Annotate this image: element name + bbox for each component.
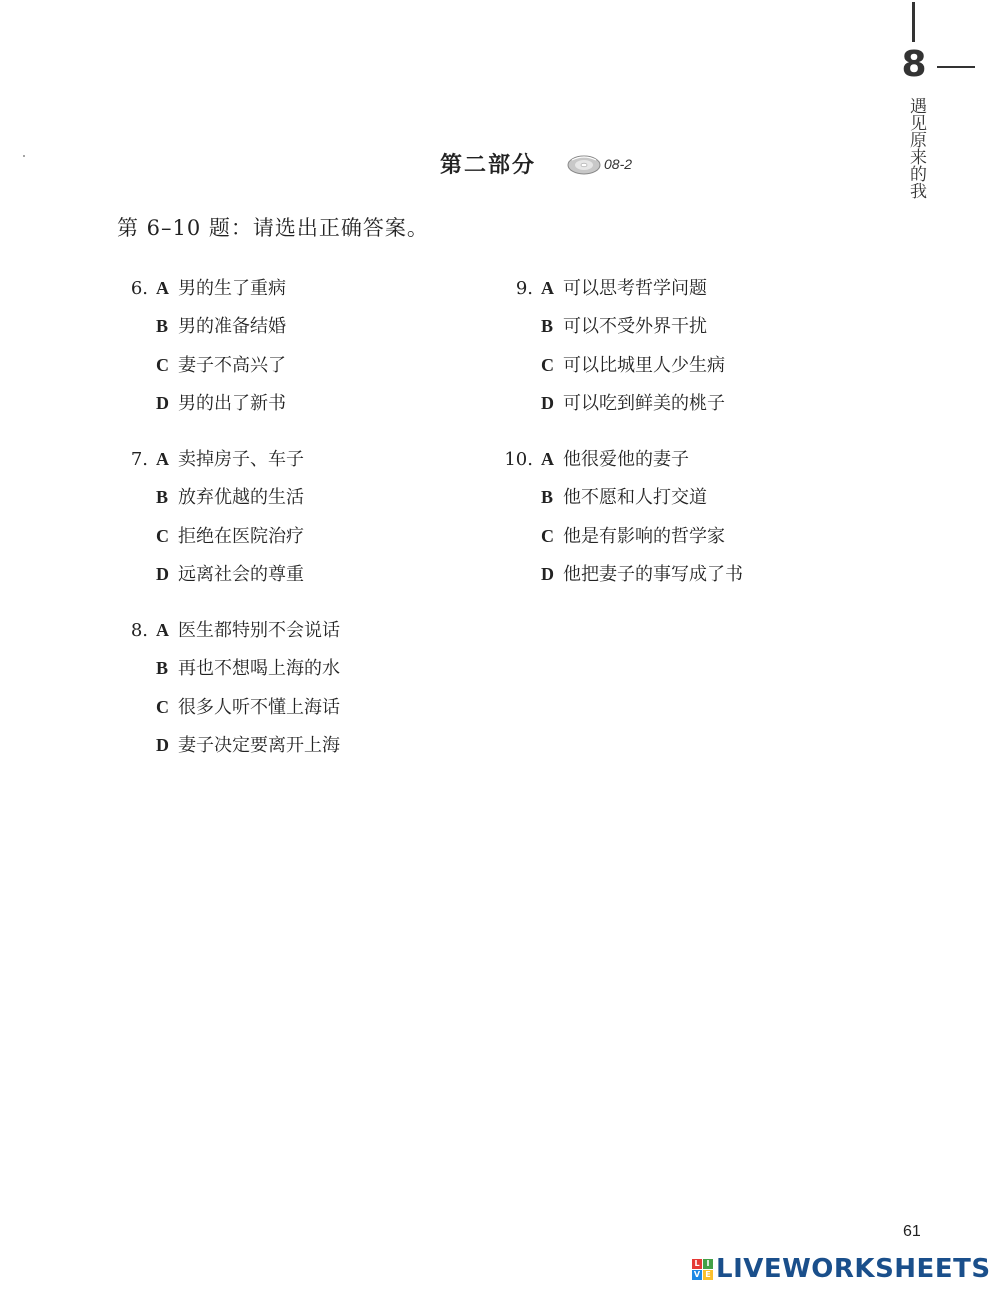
option-text: 可以吃到鲜美的桃子 bbox=[563, 392, 725, 414]
option-letter: A bbox=[541, 278, 554, 298]
liveworksheets-brand[interactable] bbox=[692, 1254, 991, 1284]
section-header bbox=[440, 148, 632, 179]
option-letter: B bbox=[156, 316, 169, 337]
question-number: 6. bbox=[130, 278, 148, 299]
option-text: 男的出了新书 bbox=[178, 392, 286, 414]
option-row[interactable] bbox=[106, 483, 304, 521]
option-row[interactable] bbox=[106, 522, 304, 560]
option-letter: C bbox=[156, 696, 169, 717]
option-letter: B bbox=[156, 487, 169, 508]
audio-cd-icon bbox=[566, 152, 602, 176]
option-text: 妻子不高兴了 bbox=[178, 354, 286, 376]
option-letter: C bbox=[156, 525, 169, 546]
chapter-number: 8 bbox=[901, 44, 927, 85]
option-text: 男的准备结婚 bbox=[178, 316, 286, 338]
option-row[interactable] bbox=[106, 445, 304, 483]
option-letter: B bbox=[541, 487, 554, 508]
option-letter: D bbox=[156, 563, 169, 584]
option-text: 可以不受外界干扰 bbox=[563, 316, 707, 338]
option-row[interactable] bbox=[106, 389, 286, 427]
question-7 bbox=[106, 445, 304, 598]
option-letter: B bbox=[541, 316, 554, 337]
option-text: 卖掉房子、车子 bbox=[178, 449, 304, 470]
option-letter: D bbox=[541, 392, 554, 413]
option-text: 可以思考哲学问题 bbox=[563, 278, 707, 299]
liveworksheets-logo-icon bbox=[692, 1259, 713, 1280]
option-row[interactable] bbox=[106, 274, 286, 312]
option-row[interactable] bbox=[106, 731, 340, 769]
option-letter: D bbox=[541, 563, 554, 584]
option-letter: C bbox=[541, 354, 554, 375]
option-row[interactable] bbox=[106, 351, 286, 389]
option-letter: C bbox=[156, 354, 169, 375]
question-9 bbox=[491, 274, 725, 427]
question-number: 9. bbox=[515, 278, 533, 299]
option-row[interactable] bbox=[491, 312, 725, 350]
option-text: 男的生了重病 bbox=[178, 278, 286, 299]
option-text: 远离社会的尊重 bbox=[178, 563, 304, 585]
option-letter: D bbox=[156, 734, 169, 755]
question-10 bbox=[491, 445, 743, 598]
option-text: 放弃优越的生活 bbox=[178, 487, 304, 509]
logo-letter: V bbox=[693, 1269, 701, 1279]
option-letter: A bbox=[156, 278, 169, 298]
question-number: 10. bbox=[504, 449, 533, 470]
option-row[interactable] bbox=[106, 654, 340, 692]
logo-letter: L bbox=[692, 1259, 702, 1269]
section-title: 第二部分 bbox=[440, 152, 537, 178]
option-row[interactable] bbox=[491, 389, 725, 427]
print-mark bbox=[23, 155, 25, 157]
option-text: 可以比城里人少生病 bbox=[563, 354, 725, 376]
option-letter: A bbox=[156, 620, 169, 640]
option-text: 他很爱他的妻子 bbox=[563, 449, 689, 470]
option-text: 妻子决定要离开上海 bbox=[178, 734, 340, 756]
option-letter: C bbox=[541, 525, 554, 546]
option-row[interactable] bbox=[491, 560, 743, 598]
option-row[interactable] bbox=[491, 522, 743, 560]
instruction-text: 第 6–10 题：请选出正确答案。 bbox=[117, 216, 429, 240]
logo-letter: E bbox=[703, 1270, 713, 1280]
option-letter: B bbox=[156, 658, 169, 679]
chapter-title: 遇见原来的我 bbox=[906, 97, 926, 199]
option-row[interactable] bbox=[106, 312, 286, 350]
option-row[interactable] bbox=[106, 693, 340, 731]
audio-track-label: 08-2 bbox=[604, 155, 633, 172]
brand-name: LIVEWORKSHEETS bbox=[716, 1254, 991, 1284]
option-text: 他不愿和人打交道 bbox=[563, 487, 707, 509]
page-number: 61 bbox=[903, 1223, 921, 1240]
option-text: 很多人听不懂上海话 bbox=[178, 696, 340, 718]
chapter-tab-rule bbox=[937, 66, 975, 68]
question-number: 7. bbox=[130, 449, 148, 470]
option-letter: A bbox=[541, 449, 554, 469]
option-text: 医生都特别不会说话 bbox=[178, 620, 340, 641]
option-text: 拒绝在医院治疗 bbox=[178, 525, 304, 547]
option-row[interactable] bbox=[491, 483, 743, 521]
option-letter: D bbox=[156, 392, 169, 413]
option-row[interactable] bbox=[491, 274, 725, 312]
option-text: 他是有影响的哲学家 bbox=[563, 525, 725, 547]
chapter-tab-line bbox=[912, 2, 915, 42]
option-text: 他把妻子的事写成了书 bbox=[563, 563, 743, 585]
question-8 bbox=[106, 616, 340, 769]
option-row[interactable] bbox=[106, 560, 304, 598]
question-number: 8. bbox=[130, 620, 148, 641]
question-6 bbox=[106, 274, 286, 427]
logo-letter: I bbox=[703, 1259, 713, 1269]
option-row[interactable] bbox=[491, 351, 725, 389]
option-letter: A bbox=[156, 449, 169, 469]
option-row[interactable] bbox=[491, 445, 743, 483]
option-text: 再也不想喝上海的水 bbox=[178, 658, 340, 680]
option-row[interactable] bbox=[106, 616, 340, 654]
